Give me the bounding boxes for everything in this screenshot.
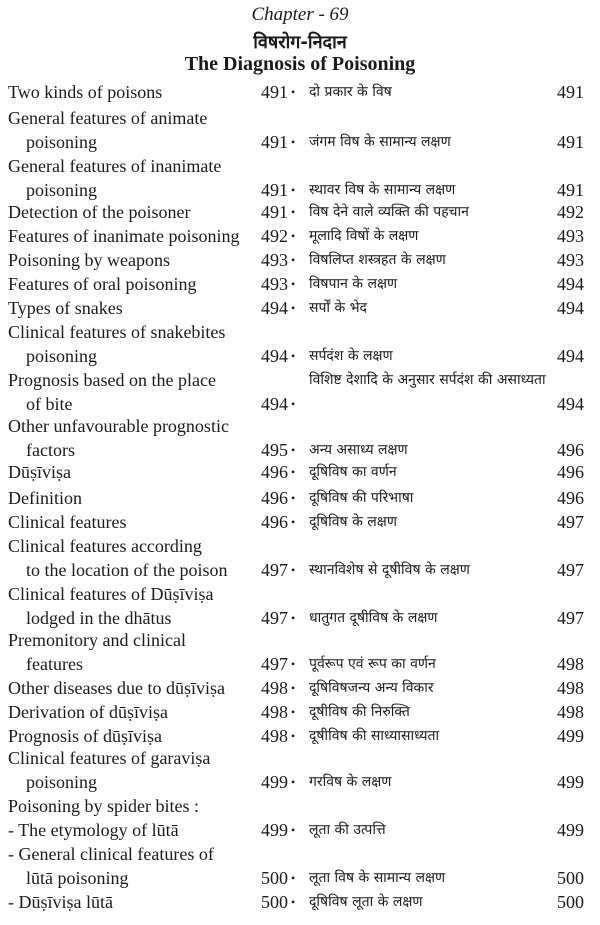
entry-page-english: 496	[261, 488, 288, 508]
entry-page-hindi: 498	[557, 702, 584, 722]
entry-english-line: Other diseases due to dūṣīviṣa	[8, 678, 225, 698]
entry-page-english: 497	[261, 608, 288, 628]
bullet-separator: •	[291, 895, 296, 909]
entry-english-title	[8, 80, 250, 104]
entry-page-english: 491	[261, 202, 288, 222]
entry-page-hindi: 500	[557, 868, 584, 888]
entry-english-title	[8, 272, 250, 296]
entry-hindi-title: सर्पदंश के लक्षण	[309, 348, 393, 364]
entry-english-line-continued: poisoning	[26, 180, 98, 200]
bullet-separator: •	[291, 253, 296, 267]
entry-page-hindi: 499	[557, 726, 584, 746]
entry-hindi-title: लूता की उत्पत्ति	[309, 822, 386, 838]
entry-hindi-title: विशिष्ट देशादि के अनुसार सर्पदंश की असाध्यता	[309, 372, 546, 388]
entry-page-english: 494	[261, 298, 288, 318]
bullet-separator: •	[291, 465, 296, 479]
entry-english-line: Definition	[8, 488, 82, 508]
entry-english-title	[8, 296, 250, 320]
entry-english-title	[8, 460, 250, 484]
bullet-separator: •	[291, 277, 296, 291]
entry-english-title	[8, 842, 250, 890]
bullet-separator: •	[291, 681, 296, 695]
entry-hindi-title: मूलादि विषों के लक्षण	[309, 228, 419, 244]
entry-page-english: 498	[261, 702, 288, 722]
entry-page-hindi: 494	[557, 298, 584, 318]
entry-english-title	[8, 582, 250, 630]
entry-page-english: 494	[261, 346, 288, 366]
entry-page-english: 495	[261, 440, 288, 460]
entry-page-hindi: 497	[557, 608, 584, 628]
entry-page-english: 498	[261, 726, 288, 746]
entry-hindi-title: दूषीविष की साध्यासाध्यता	[309, 728, 440, 744]
bullet-separator: •	[291, 301, 296, 315]
entry-page-hindi: 491	[557, 82, 584, 102]
entry-page-english: 496	[261, 462, 288, 482]
entry-english-line-continued: poisoning	[26, 132, 98, 152]
bullet-separator: •	[291, 563, 296, 577]
entry-page-english: 500	[261, 868, 288, 888]
entry-page-english: 499	[261, 820, 288, 840]
entry-english-line: General features of inanimate	[8, 156, 222, 176]
bullet-separator: •	[291, 349, 296, 363]
entry-hindi-title: विषलिप्त शस्त्रहत के लक्षण	[309, 252, 446, 268]
entry-english-line: Dūṣīviṣa	[8, 462, 71, 482]
entry-hindi-title: सर्पों के भेद	[309, 300, 367, 316]
entry-english-title	[8, 106, 250, 154]
bullet-separator: •	[291, 85, 296, 99]
entry-hindi-title: जंगम विष के सामान्य लक्षण	[309, 134, 451, 150]
entry-hindi-title: दो प्रकार के विष	[309, 84, 392, 100]
bullet-separator: •	[291, 229, 296, 243]
entry-page-hindi: 494	[557, 394, 584, 414]
entry-english-line: Clinical features of garaviṣa	[8, 748, 211, 768]
bullet-separator: •	[291, 443, 296, 457]
entry-english-line: Poisoning by spider bites :	[8, 796, 200, 816]
entry-page-hindi: 498	[557, 654, 584, 674]
entry-english-line-continued: factors	[26, 440, 75, 460]
entry-hindi-title: विष देने वाले व्यक्ति की पहचान	[309, 204, 469, 220]
bullet-separator: •	[291, 775, 296, 789]
entry-hindi-title: धातुगत दूषीविष के लक्षण	[309, 610, 438, 626]
entry-english-line: Derivation of dūṣīviṣa	[8, 702, 168, 722]
entry-english-line: Features of inanimate poisoning	[8, 226, 240, 246]
entry-page-hindi: 492	[557, 202, 584, 222]
entry-english-title	[8, 224, 250, 248]
entry-english-line-continued: lūtā poisoning	[26, 868, 129, 888]
entry-page-hindi: 494	[557, 274, 584, 294]
entry-english-title	[8, 200, 250, 224]
entry-english-line: - The etymology of lūtā	[8, 820, 179, 840]
entry-page-english: 491	[261, 132, 288, 152]
entry-page-english: 492	[261, 226, 288, 246]
entry-english-line-continued: poisoning	[26, 772, 98, 792]
entry-hindi-title: अन्य असाध्य लक्षण	[309, 442, 408, 458]
bullet-separator: •	[291, 491, 296, 505]
entry-hindi-title: पूर्वरूप एवं रूप का वर्णन	[309, 656, 436, 672]
entry-english-line-continued: lodged in the dhātus	[26, 608, 172, 628]
entry-english-title	[8, 510, 250, 534]
hindi-chapter-title: विषरोग-निदान	[253, 32, 347, 53]
bullet-separator: •	[291, 823, 296, 837]
entry-page-hindi: 497	[557, 560, 584, 580]
entry-english-line: Other unfavourable prognostic	[8, 416, 229, 436]
entry-hindi-title: दूषिविष की परिभाषा	[309, 490, 414, 506]
entry-english-line-continued: poisoning	[26, 346, 98, 366]
entry-page-hindi: 500	[557, 892, 584, 912]
entry-english-title	[8, 154, 250, 202]
entry-english-line: - General clinical features of	[8, 844, 214, 864]
bullet-separator: •	[291, 871, 296, 885]
entry-english-title	[8, 676, 250, 700]
entry-english-line-continued: to the location of the poison	[26, 560, 228, 580]
entry-page-hindi: 496	[557, 440, 584, 460]
entry-english-line: Detection of the poisoner	[8, 202, 191, 222]
entry-english-line: Clinical features	[8, 512, 127, 532]
entry-page-hindi: 493	[557, 250, 584, 270]
bullet-separator: •	[291, 205, 296, 219]
bullet-separator: •	[291, 729, 296, 743]
entry-page-hindi: 494	[557, 346, 584, 366]
entry-english-line: Types of snakes	[8, 298, 123, 318]
entry-page-english: 498	[261, 678, 288, 698]
entry-english-line: Clinical features of Dūṣīviṣa	[8, 584, 214, 604]
entry-english-title	[8, 724, 250, 748]
entry-page-hindi: 496	[557, 488, 584, 508]
entry-page-english: 494	[261, 394, 288, 414]
entry-page-english: 493	[261, 250, 288, 270]
bullet-separator: •	[291, 397, 296, 411]
entry-english-line: Clinical features according	[8, 536, 202, 556]
entry-page-hindi: 491	[557, 180, 584, 200]
entry-page-english: 493	[261, 274, 288, 294]
entry-english-title	[8, 818, 250, 842]
entry-english-line: Premonitory and clinical	[8, 630, 186, 650]
entry-english-line-continued: of bite	[26, 394, 73, 414]
entry-hindi-title: दूषीविष की निरुक्ति	[309, 704, 410, 720]
entry-english-line: Prognosis based on the place	[8, 370, 216, 390]
entry-page-hindi: 499	[557, 772, 584, 792]
entry-hindi-title: दूषिविष का वर्णन	[309, 464, 397, 480]
entry-hindi-title: दूषिविष के लक्षण	[309, 514, 397, 530]
entry-hindi-title: गरविष के लक्षण	[309, 774, 392, 790]
entry-english-title	[8, 700, 250, 724]
chapter-title: The Diagnosis of Poisoning	[184, 53, 416, 75]
entry-page-english: 499	[261, 772, 288, 792]
entry-hindi-title: दूषिविष लूता के लक्षण	[309, 894, 423, 910]
entry-hindi-title: स्थावर विष के सामान्य लक्षण	[309, 182, 456, 198]
entry-hindi-title: दूषिविषजन्य अन्य विकार	[309, 680, 434, 696]
bullet-separator: •	[291, 135, 296, 149]
entry-english-line: General features of animate	[8, 108, 208, 128]
bullet-separator: •	[291, 705, 296, 719]
entry-page-hindi: 499	[557, 820, 584, 840]
chapter-number: Chapter - 69	[251, 4, 349, 25]
bullet-separator: •	[291, 657, 296, 671]
entry-english-title	[8, 486, 250, 510]
entry-english-title	[8, 890, 250, 914]
entry-page-english: 497	[261, 654, 288, 674]
entry-english-title	[8, 534, 250, 582]
entry-page-english: 491	[261, 180, 288, 200]
entry-english-title	[8, 628, 250, 676]
entry-page-english: 496	[261, 512, 288, 532]
entry-english-line: - Dūṣīviṣa lūtā	[8, 892, 113, 912]
entry-english-title	[8, 248, 250, 272]
entry-english-title	[8, 794, 250, 818]
entry-english-line: Poisoning by weapons	[8, 250, 170, 270]
entry-page-hindi: 498	[557, 678, 584, 698]
entry-english-line-continued: features	[26, 654, 83, 674]
entry-page-english: 491	[261, 82, 288, 102]
entry-english-line: Clinical features of snakebites	[8, 322, 226, 342]
bullet-separator: •	[291, 183, 296, 197]
entry-page-hindi: 496	[557, 462, 584, 482]
entry-page-hindi: 493	[557, 226, 584, 246]
entry-page-english: 497	[261, 560, 288, 580]
entry-hindi-title: विषपान के लक्षण	[309, 276, 398, 292]
entry-hindi-title: लूता विष के सामान्य लक्षण	[309, 870, 446, 886]
entry-english-line: Features of oral poisoning	[8, 274, 197, 294]
entry-english-title	[8, 320, 250, 368]
entry-hindi-title: स्थानविशेष से दूषीविष के लक्षण	[309, 562, 470, 578]
entry-english-line: Two kinds of poisons	[8, 82, 163, 102]
bullet-separator: •	[291, 611, 296, 625]
entry-english-line: Prognosis of dūṣīviṣa	[8, 726, 163, 746]
entry-english-title	[8, 746, 250, 794]
entry-page-hindi: 497	[557, 512, 584, 532]
entry-english-title	[8, 414, 250, 462]
entry-page-english: 500	[261, 892, 288, 912]
entry-english-title	[8, 368, 250, 416]
entry-page-hindi: 491	[557, 132, 584, 152]
bullet-separator: •	[291, 515, 296, 529]
